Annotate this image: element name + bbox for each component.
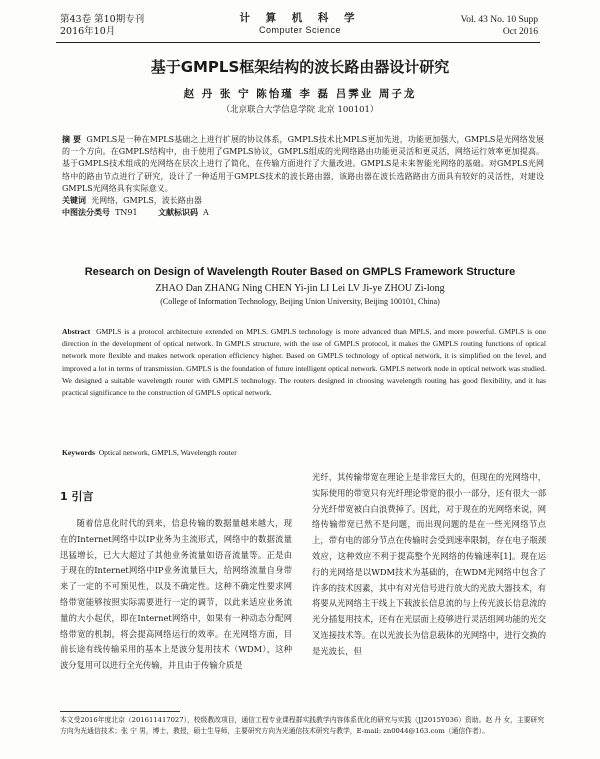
footnote: 本文受2016年度北京（201611417027），校级教改项目，通信工程专业课程群实践教学内容体系优化的研究与实践（JJ2015Y036）资助。赵 丹 女，主要研究方向为光通信技术；张 宁 男，博士，教授，硕士生导师，主要研究方向为光通信技术研究与教学，E-mail: zn0044@163.com（通信作者）。 bbox=[60, 716, 545, 735]
abstract-cn-block bbox=[62, 134, 544, 219]
volume-issue: 第43卷 第10期专刊 bbox=[60, 14, 145, 25]
keywords-cn-text: 光网络，GMPLS，波长路由器 bbox=[91, 196, 202, 206]
body-column-right bbox=[312, 470, 546, 660]
journal-volume-header bbox=[461, 14, 538, 38]
paper-title-cn: 基于GMPLS框架结构的波长路由器设计研究 bbox=[150, 58, 450, 76]
keywords-cn bbox=[62, 195, 544, 207]
abstract-en bbox=[62, 326, 546, 399]
header-divider bbox=[56, 42, 540, 43]
issue-date: 2016年10月 bbox=[60, 26, 116, 37]
clc-label: 中图法分类号 bbox=[62, 208, 110, 218]
abstract-cn-label: 摘 要 bbox=[62, 135, 82, 144]
journal-name-en: Computer Science bbox=[258, 25, 342, 35]
intro-paragraph-right: 光纤，其传输带宽在理论上是非常巨大的，但现在的光网络中，实际使用的带宽只有光纤理论带宽的很小一部分，还有很大一部分光纤带宽被白白浪费掉了。因此，对于现在的光网络来说，网络传输带宽已然不是问题，而出现问题的是在一些光网络节点上，带有电的部分节点在传输时会受到速率限制，存在电子瓶颈效应，这种效应不利于提高整个光网络的传输速率[1]。现在运行的光网络是以WDM技术为基础的，在WDM光网络中包含了许多的技术因素，其中有对光信号进行放大的光放大器技术，有将要从光网络主干线上下载波长信息流的与上传光波长信息流的光分插复用技术，还有在光层面上疫够进行灵活组网功能的光交叉连接技术等。在以光波长为信息载体的光网络中，进行交换的是光波长，但 bbox=[312, 472, 546, 656]
volume-en: Vol. 43 No. 10 Supp bbox=[460, 15, 538, 25]
date-en: Oct 2016 bbox=[502, 27, 538, 37]
section-heading: 1 引言 bbox=[60, 490, 94, 503]
keywords-en-text: Optical network, GMPLS, Wavelength router bbox=[98, 448, 237, 457]
authors-en: ZHAO Dan ZHANG Ning CHEN Yi-jin LI Lei LV Ji-ye ZHOU Zi-long bbox=[155, 283, 445, 294]
keywords-cn-label: 关键词 bbox=[62, 196, 86, 206]
doc-code-value: A bbox=[203, 208, 209, 218]
abstract-en-text: GMPLS is a protocol architecture extended on MPLS. GMPLS technology is more advanced than MPLS, and more powerful. GMPLS is one direction in the development of optical network. In GMPLS structure, with the use of GMPLS protocol, it makes the GMPLS routing functions of optical network more flexible and makes network operation efficiency higher. Based on GMPLS technology of optical network, it is simplified on the level, and improved a lot in terms of transmission. GMPLS is the foundation of future intelligent optical network. GMPLS network node in optical network was studied. We designed a suitable wavelength router with GMPLS technology. The routers designed in choosing wavelength routing has good flexibility, and it has practical significance to the construction of GMPLS optical network. bbox=[62, 327, 547, 398]
abstract-cn bbox=[62, 134, 544, 195]
clc-value: TN91 bbox=[115, 208, 138, 218]
authors-cn: 赵 丹 张 宁 陈怡瑾 李 磊 吕霁业 周子龙 bbox=[183, 88, 417, 100]
classification-line bbox=[62, 207, 544, 219]
body-column-left bbox=[60, 488, 292, 674]
keywords-en bbox=[62, 448, 546, 457]
abstract-en-label: Abstract bbox=[62, 327, 91, 336]
keywords-en-label: Keywords bbox=[62, 448, 95, 457]
affiliation-en: (College of Information Technology, Beijing Union University, Beijing 100101, China) bbox=[160, 297, 440, 306]
abstract-cn-text: GMPLS是一种在MPLS基础之上进行扩展的协议体系，GMPLS技术比MPLS更加先进，功能更加强大，GMPLS是光网络发展的一个方向。在GMPLS结构中，由于使用了GMPLS协议，GMPLS组成的光网络路由功能更灵活和更灵活，网络运行效率更加提高。基于GMPLS技术组成的光网络在层次上进行了简化，在传输方面进行了大量改进。GMPLS是未来智能光网络的基础。对GMPLS光网络中的路由节点进行了研究，设计了一种适用于GMPLS技术的波长路由器，该路由器在波长选路路由方面具有较好的灵活性，对建设GMPLS光网络具有实际意义。 bbox=[62, 135, 544, 193]
affiliation-cn: （北京联合大学信息学院 北京 100101） bbox=[221, 105, 379, 115]
paper-title-en: Research on Design of Wavelength Router Based on GMPLS Framework Structure bbox=[84, 266, 516, 278]
doc-code-label: 文献标识码 bbox=[157, 208, 198, 218]
journal-name-cn: 计 算 机 科 学 bbox=[239, 12, 361, 24]
footnote-divider bbox=[60, 711, 180, 712]
intro-paragraph-left: 随着信息化时代的到来，信息传输的数据量越来越大，现在的Internet网络中以IP业务为主流形式，网络中的数据流量迅猛增长，已大大超过了其他业务流量如语音流量等。正是由于现在的Internet网络中IP业务流量巨大，给网络流量自身带来了一定的不可预见性，以及不确定性。这种不确定性要求网络带宽能够按照实际需要进行一定的调节，以此来适应业务流量的大小起伏，即在Internet网络中，如果有一种动态分配网络带宽的机制，将会提高网络运行的效率。在光网络方面，目前长途有线传输采用的基本上是波分复用技术（WDM），这种波分复用可以进行全光传输，并且由于传输介质是 bbox=[60, 518, 292, 671]
